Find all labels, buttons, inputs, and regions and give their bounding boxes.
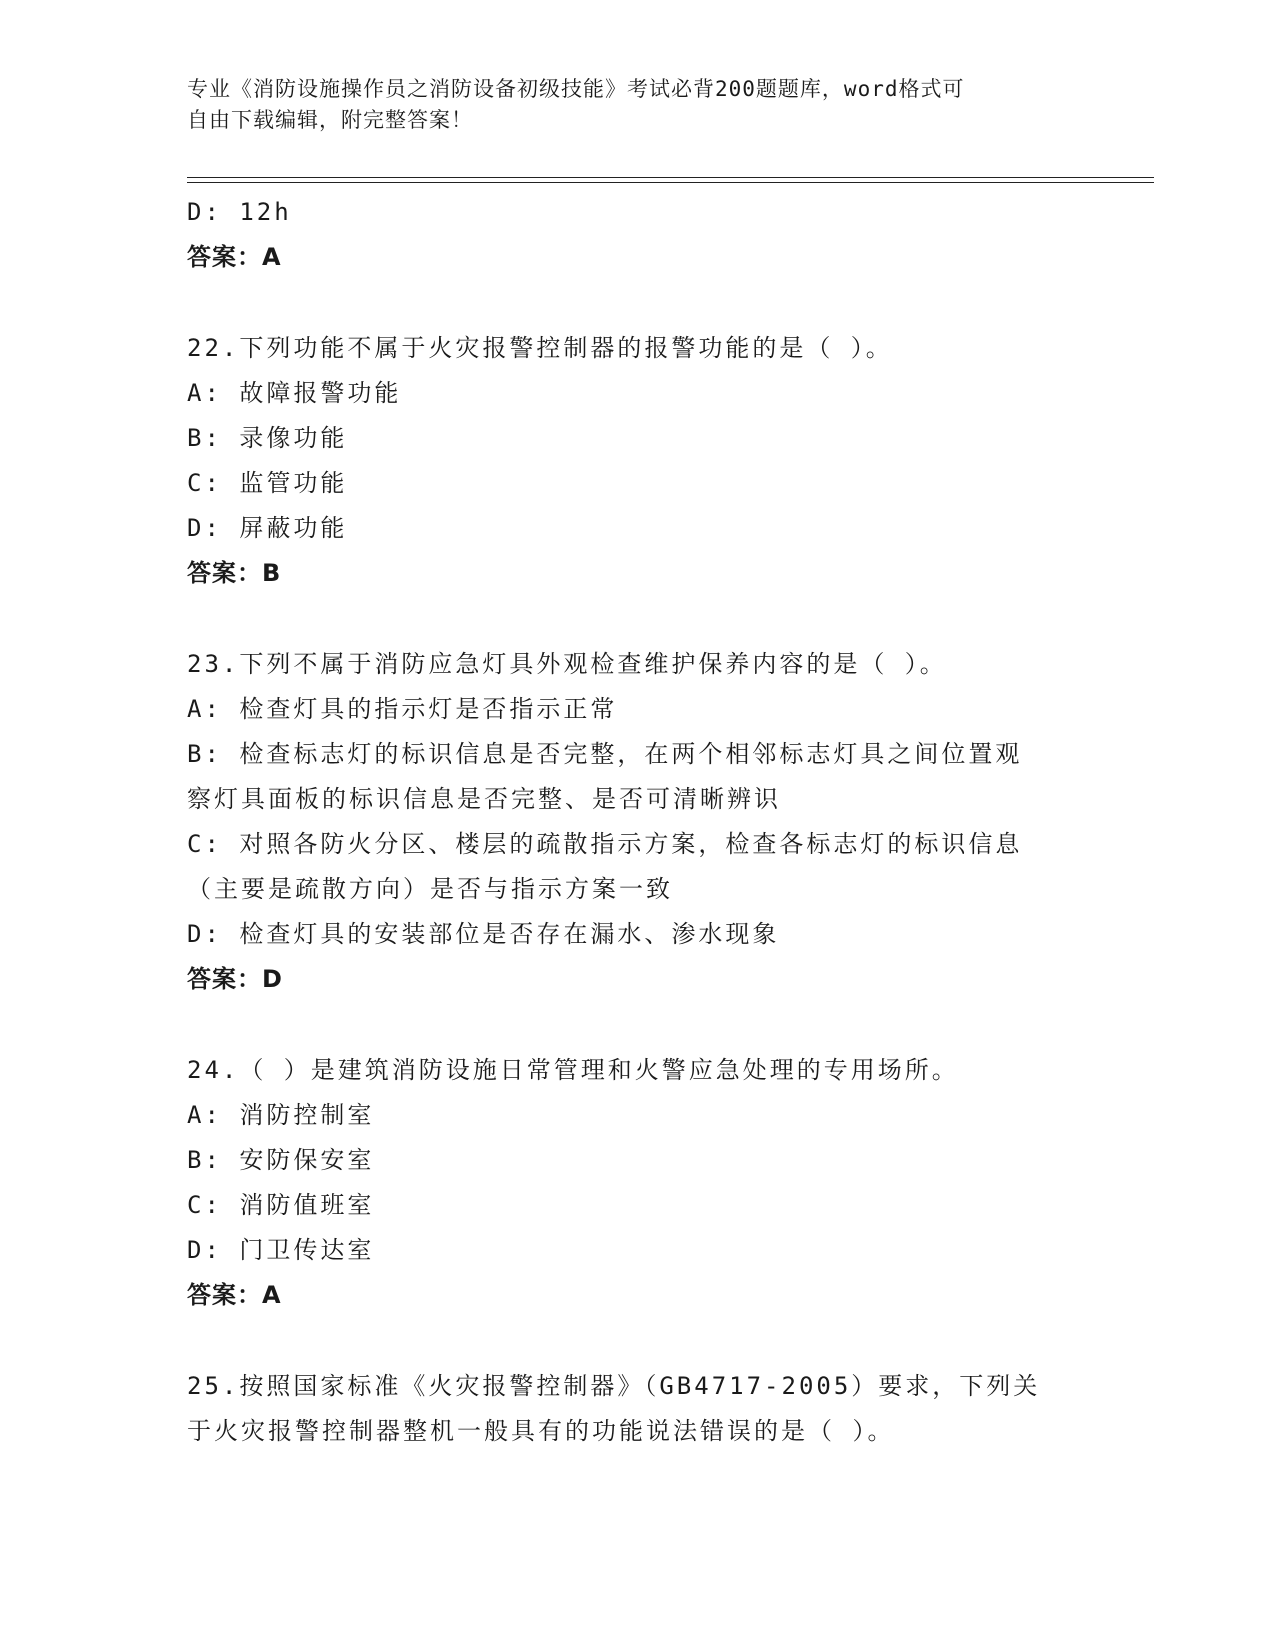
- block-spacer: [187, 280, 1087, 326]
- page-header: [187, 74, 1067, 136]
- answer-line: 答案：A: [187, 1281, 282, 1309]
- question-block: [187, 642, 1087, 1002]
- question-block: [187, 1048, 1087, 1318]
- question-block: [187, 326, 1087, 596]
- option-line: C: 监管功能: [187, 469, 348, 497]
- block-spacer: [187, 596, 1087, 642]
- block-spacer: [187, 1318, 1087, 1364]
- option-line: D: 检查灯具的安装部位是否存在漏水、渗水现象: [187, 920, 780, 948]
- question-block: [187, 190, 1087, 280]
- option-line: A: 检查灯具的指示灯是否指示正常: [187, 695, 618, 723]
- header-line-1: 专业《消防设施操作员之消防设备初级技能》考试必背200题题库，word格式可: [187, 77, 965, 101]
- answer-line: 答案：B: [187, 559, 282, 587]
- option-line: D: 门卫传达室: [187, 1236, 375, 1264]
- option-line: B: 检查标志灯的标识信息是否完整，在两个相邻标志灯具之间位置观: [187, 740, 1023, 768]
- question-stem: 22.下列功能不属于火灾报警控制器的报警功能的是（ ）。: [187, 334, 893, 362]
- question-line: 于火灾报警控制器整机一般具有的功能说法错误的是（ ）。: [187, 1417, 895, 1445]
- block-spacer: [187, 1002, 1087, 1048]
- option-line: B: 录像功能: [187, 424, 348, 452]
- option-line: D: 屏蔽功能: [187, 514, 348, 542]
- option-line: A: 消防控制室: [187, 1101, 375, 1129]
- question-block: [187, 1364, 1087, 1454]
- question-list: [187, 190, 1087, 1454]
- question-stem: 25.按照国家标准《火灾报警控制器》（GB4717-2005）要求，下列关: [187, 1372, 1041, 1400]
- option-line: B: 安防保安室: [187, 1146, 375, 1174]
- option-line: C: 消防值班室: [187, 1191, 375, 1219]
- header-divider-bottom: [187, 182, 1154, 183]
- answer-line: 答案：D: [187, 965, 283, 993]
- question-line: 察灯具面板的标识信息是否完整、是否可清晰辨识: [187, 785, 781, 813]
- question-line: （主要是疏散方向）是否与指示方案一致: [187, 875, 673, 903]
- header-line-2: 自由下载编辑，附完整答案！: [187, 108, 473, 132]
- option-line: D: 12h: [187, 198, 292, 226]
- option-line: C: 对照各防火分区、楼层的疏散指示方案，检查各标志灯的标识信息: [187, 830, 1023, 858]
- header-divider-top: [187, 177, 1154, 178]
- question-stem: 23.下列不属于消防应急灯具外观检查维护保养内容的是（ ）。: [187, 650, 947, 678]
- question-stem: 24.（ ）是建筑消防设施日常管理和火警应急处理的专用场所。: [187, 1056, 959, 1084]
- answer-line: 答案：A: [187, 243, 282, 271]
- option-line: A: 故障报警功能: [187, 379, 402, 407]
